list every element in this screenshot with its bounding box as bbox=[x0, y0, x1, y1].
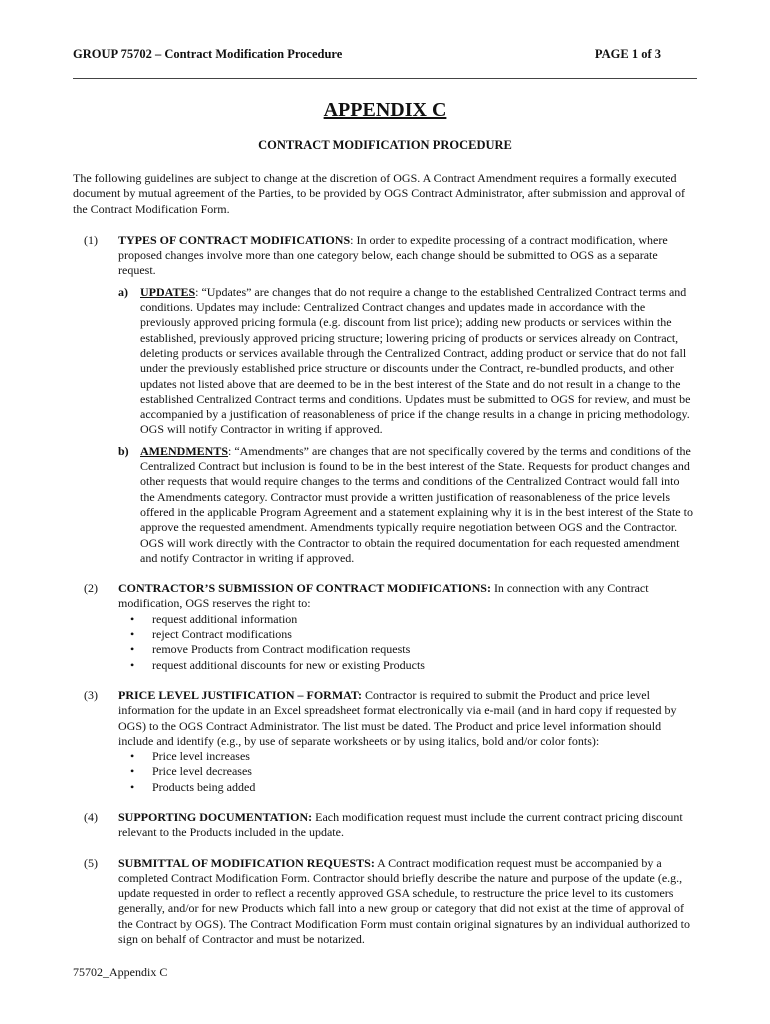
list-item bbox=[130, 749, 697, 764]
bullet-list bbox=[118, 612, 697, 673]
section-heading: CONTRACTOR’S SUBMISSION OF CONTRACT MODIFICATIONS: bbox=[118, 581, 491, 596]
subsection-paragraph bbox=[140, 285, 697, 438]
page-header bbox=[73, 47, 697, 65]
subsection-amendments bbox=[118, 444, 697, 566]
header-divider bbox=[73, 78, 697, 79]
section-paragraph bbox=[118, 810, 697, 841]
page-footer: 75702_Appendix C bbox=[73, 965, 168, 979]
section-number: (5) bbox=[84, 855, 98, 870]
appendix-title: APPENDIX C bbox=[323, 99, 447, 121]
section-paragraph bbox=[118, 581, 697, 612]
bullet-icon: • bbox=[130, 642, 135, 657]
bullet-icon: • bbox=[130, 764, 135, 779]
intro-paragraph: The following guidelines are subject to change at the discretion of OGS. A Contract Amendment requires a formally executed document by mutual agreement of the Parties, to be provided by OGS Contract Administrator, after submission and approval of the Contract Modification Form. bbox=[73, 171, 686, 216]
list-item-text: Price level decreases bbox=[152, 764, 252, 779]
list-item-text: Price level increases bbox=[152, 749, 250, 764]
list-item-text: Products being added bbox=[152, 779, 256, 794]
list-item-text: reject Contract modifications bbox=[152, 627, 292, 642]
document-body bbox=[73, 171, 697, 962]
subsection-letter: b) bbox=[118, 443, 129, 458]
document-subtitle: CONTRACT MODIFICATION PROCEDURE bbox=[258, 138, 512, 152]
section-3 bbox=[73, 688, 697, 795]
list-item bbox=[130, 780, 697, 795]
list-item-text: remove Products from Contract modification requests bbox=[152, 642, 411, 657]
section-text: Each modification request must include the current contract pricing discount relevant to the Products included in the update. bbox=[118, 809, 683, 840]
bullet-list bbox=[118, 749, 697, 795]
section-number: (3) bbox=[84, 687, 98, 702]
section-paragraph bbox=[118, 233, 697, 279]
bullet-icon: • bbox=[130, 657, 135, 672]
list-item bbox=[130, 764, 697, 779]
section-text: Contractor is required to submit the Product and price level information for the update in an Excel spreadsheet format electronically via e-mail (and in hard copy if requested by OGS) to the OGS Contract Administrator. The list must be dated. The Product and price level information should include and identify (e.g., by use of separate worksheets or by using italics, bold and/or color fonts): bbox=[118, 687, 677, 748]
section-text: : In order to expedite processing of a contract modification, where proposed changes involve more than one category below, each change should be submitted to OGS as a separate request. bbox=[118, 232, 668, 278]
subsection-heading: UPDATES bbox=[140, 284, 196, 299]
section-number: (1) bbox=[84, 232, 98, 247]
section-5 bbox=[73, 856, 697, 948]
subsection-text: : “Amendments” are changes that are not specifically covered by the terms and conditions of the Centralized Contract but inclusion is found to be in the best interest of the State. Requests for product changes and other requests that would require changes to the terms and conditions of the Centralized Contract would fall into the Amendments category. Contractor must provide a written justification of reasonableness of the price levels offered in the applicable Program Agreement and a statement explaining why it is in the best interest of the State to approve the requested amendment. Amendments typically require negotiation between OGS and the Contractor. OGS will work directly with the Contractor to obtain the required documentation for each requested amendment and notify Contractor in writing if approved. bbox=[140, 443, 693, 565]
section-4 bbox=[73, 810, 697, 841]
bullet-icon: • bbox=[130, 627, 135, 642]
section-heading: SUPPORTING DOCUMENTATION: bbox=[118, 809, 313, 824]
subsection-text: : “Updates” are changes that do not require a change to the established Centralized Contract terms and conditions. Updates may include: Centralized Contract changes and updates made in accordance with the previously approved pricing formula (e.g. discount from list price); adding new products or services within the established, previously approved pricing structure; lowering pricing of products or services already on Contract, deleting products or services available through the Centralized Contract, adding product or service that do not fall under the previously established price structure or discounts under the Contract, re-bundled products, and other updates not listed above that are deemed to be in the best interest of the State and do not result in a change to the established Centralized Contract terms and conditions. Updates must be submitted to OGS for review, and must be accompanied by a justification of reasonableness of price if the change results in a change in pricing methodology. OGS will notify Contractor in writing if approved. bbox=[140, 284, 691, 437]
list-item bbox=[130, 642, 697, 657]
section-2 bbox=[73, 581, 697, 673]
subsection-paragraph bbox=[140, 444, 697, 566]
bullet-icon: • bbox=[130, 779, 135, 794]
section-heading: PRICE LEVEL JUSTIFICATION – FORMAT: bbox=[118, 687, 363, 702]
list-item bbox=[130, 658, 697, 673]
bullet-icon: • bbox=[130, 749, 135, 764]
section-heading: TYPES OF CONTRACT MODIFICATIONS bbox=[118, 232, 351, 247]
section-text: In connection with any Contract modification, OGS reserves the right to: bbox=[118, 581, 649, 611]
list-item bbox=[130, 627, 697, 642]
bullet-icon: • bbox=[130, 611, 135, 626]
section-number: (2) bbox=[84, 581, 98, 596]
subsection-updates bbox=[118, 285, 697, 438]
page-number: PAGE 1 of 3 bbox=[594, 47, 661, 61]
subsection-letter: a) bbox=[118, 284, 128, 299]
list-item-text: request additional discounts for new or existing Products bbox=[152, 657, 425, 672]
list-item-text: request additional information bbox=[152, 611, 298, 626]
header-title: GROUP 75702 – Contract Modification Procedure bbox=[73, 47, 343, 61]
section-text: A Contract modification request must be accompanied by a completed Contract Modification Form. Contractor should briefly describe the nature and purpose of the update (e.g., update requested in order to reflect a recently approved GSA schedule, to restructure the price level to its customers generally, and/or for new Products which fall into a new group or category that did not exist at the time of approval of the Contract by OGS). The Contract Modification Form must contain original signatures by an individual authorized to sign on behalf of Contractor and must be notarized. bbox=[118, 855, 691, 947]
section-1 bbox=[73, 233, 697, 566]
list-item bbox=[130, 612, 697, 627]
section-number: (4) bbox=[84, 809, 98, 824]
section-paragraph bbox=[118, 688, 697, 749]
subsection-heading: AMENDMENTS bbox=[140, 443, 229, 458]
section-heading: SUBMITTAL OF MODIFICATION REQUESTS: bbox=[118, 855, 375, 870]
section-paragraph bbox=[118, 856, 697, 948]
